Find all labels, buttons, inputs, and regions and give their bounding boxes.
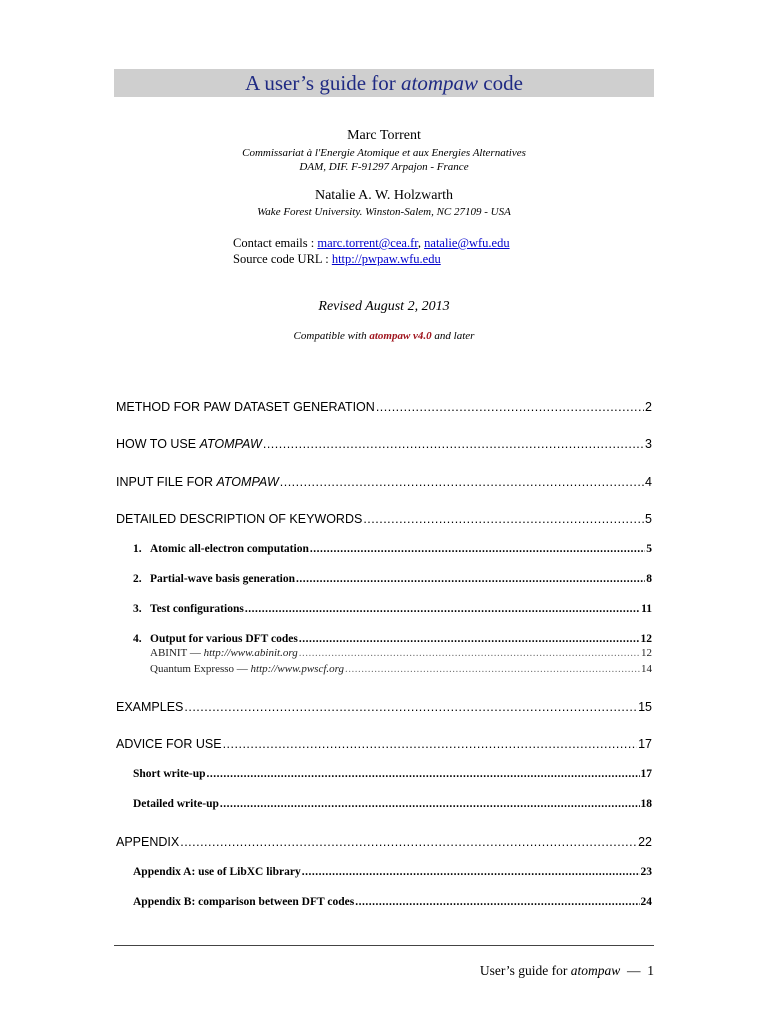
title-suffix: code — [478, 71, 523, 95]
document-title — [114, 69, 654, 97]
source-url-link[interactable]: http://pwpaw.wfu.edu — [331, 252, 441, 266]
title-program-name: atompaw — [401, 71, 479, 95]
footer-divider — [114, 945, 654, 946]
toc-leader — [302, 866, 640, 878]
toc-entry-advice[interactable]: ADVICE FOR USE ..... 17 — [116, 737, 652, 751]
toc-entry-quantum-espresso[interactable]: Quantum Expresso — http://www.pwscf.org ..... 14 — [150, 663, 652, 675]
toc-entry-output-dft[interactable]: 4. Output for various DFT codes ..... 12 — [133, 633, 652, 645]
toc-entry-keywords[interactable]: DETAILED DESCRIPTION OF KEYWORDS ..... 5 — [116, 512, 652, 526]
author-affiliation: Commissariat à l'Energie Atomique et aux Energies Alternatives — [242, 147, 526, 159]
page-footer: User’s guide for atompaw — 1 — [479, 963, 654, 978]
version-label: atompaw v4.0 — [369, 330, 432, 342]
toc-leader — [245, 603, 640, 615]
toc-entry-short-writeup[interactable]: Short write-up ..... 17 — [133, 768, 652, 780]
author-affiliation: Wake Forest University. Winston-Salem, NC 27109 - USA — [257, 206, 511, 218]
toc-leader — [280, 475, 644, 489]
author-name: Natalie A. W. Holzwarth — [314, 188, 454, 203]
compatibility-note: Compatible with atompaw v4.0 and later — [293, 330, 475, 342]
toc-entry-detailed-writeup[interactable]: Detailed write-up ..... 18 — [133, 798, 652, 810]
toc-leader — [299, 633, 640, 645]
toc-leader — [310, 543, 645, 555]
toc-entry-how-to-use[interactable]: HOW TO USE ATOMPAW ..... 3 — [116, 437, 652, 451]
toc-entry-examples[interactable]: EXAMPLES ..... 15 — [116, 700, 652, 714]
toc-leader — [355, 896, 639, 908]
toc-entry-appendix-a[interactable]: Appendix A: use of LibXC library ..... 23 — [133, 866, 652, 878]
source-code-url: Source code URL : http://pwpaw.wfu.edu — [233, 252, 441, 266]
toc-leader — [207, 768, 640, 780]
toc-leader — [223, 737, 638, 751]
toc-entry-abinit[interactable]: ABINIT — http://www.abinit.org ..... 12 — [150, 647, 652, 659]
toc-leader — [220, 798, 640, 810]
toc-entry-test-configurations[interactable]: 3. Test configurations ..... 11 — [133, 603, 652, 615]
email-link-holzwarth[interactable]: natalie@wfu.edu — [424, 236, 510, 250]
toc-leader — [299, 647, 640, 659]
toc-leader — [263, 437, 644, 451]
toc-entry-method[interactable]: METHOD FOR PAW DATASET GENERATION ..... 2 — [116, 400, 652, 414]
author-affiliation: DAM, DIF. F-91297 Arpajon - France — [299, 161, 469, 173]
toc-entry-all-electron[interactable]: 1. Atomic all-electron computation ..... 5 — [133, 543, 652, 555]
page-number: 1 — [647, 963, 654, 978]
revision-date: Revised August 2, 2013 — [318, 299, 450, 314]
contact-emails: Contact emails : marc.torrent@cea.fr, natalie@wfu.edu — [233, 236, 510, 250]
toc-leader — [376, 400, 644, 414]
toc-entry-input-file[interactable]: INPUT FILE FOR ATOMPAW ..... 4 — [116, 475, 652, 489]
title-prefix: A user’s guide for — [245, 71, 401, 95]
toc-leader — [345, 663, 640, 675]
toc-leader — [296, 573, 645, 585]
toc-entry-appendix[interactable]: APPENDIX ..... 22 — [116, 835, 652, 849]
toc-leader — [180, 835, 637, 849]
toc-entry-appendix-b[interactable]: Appendix B: comparison between DFT codes ..... 24 — [133, 896, 652, 908]
toc-leader — [184, 700, 637, 714]
toc-entry-partial-wave[interactable]: 2. Partial-wave basis generation ..... 8 — [133, 573, 652, 585]
author-name: Marc Torrent — [347, 128, 421, 143]
toc-leader — [363, 512, 644, 526]
email-link-torrent[interactable]: marc.torrent@cea.fr — [317, 236, 418, 250]
